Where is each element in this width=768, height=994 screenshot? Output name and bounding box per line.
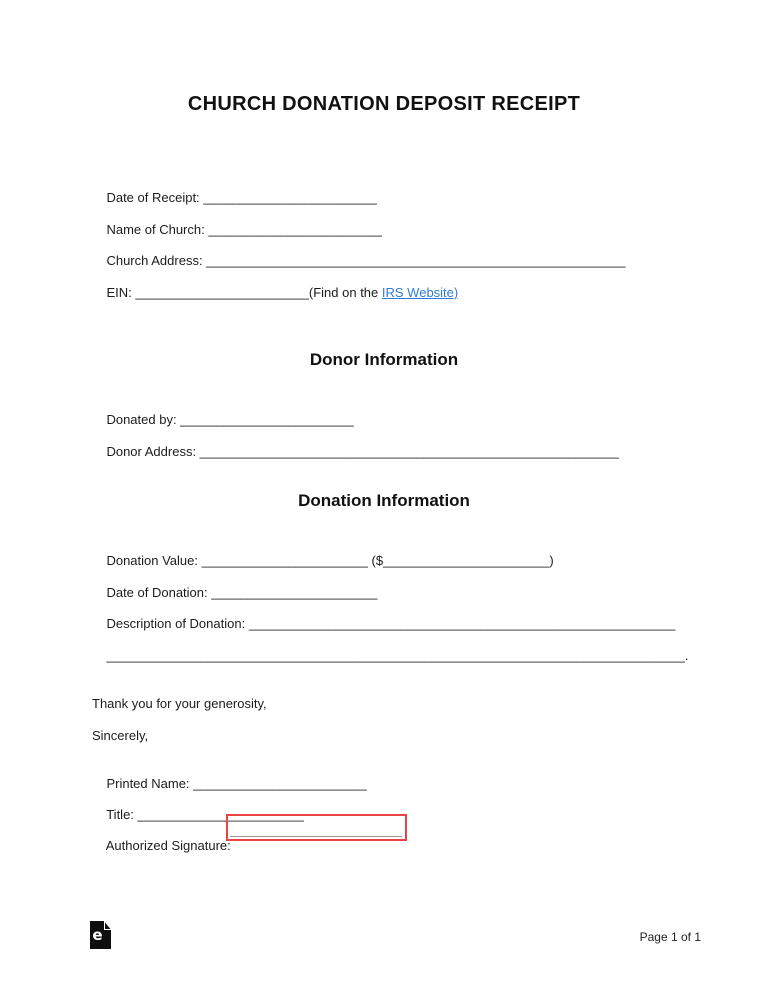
printed-name-blank-line: ________________________ (193, 776, 367, 791)
name-of-church-label: Name of Church: (106, 222, 209, 237)
donor-address-label: Donor Address: (106, 444, 200, 459)
field-row-ein (92, 269, 708, 317)
donation-value-numeric-prefix: ($ (367, 553, 384, 568)
title-field-blank-line: _______________________ (137, 807, 304, 822)
field-row-donor-address (92, 428, 708, 476)
page-indicator: Page 1 of 1 (639, 930, 701, 944)
eforms-logo[interactable] (90, 921, 111, 949)
eforms-logo-letter: e (92, 926, 103, 944)
donor-address-blank-line: __________________________________________________________ (199, 444, 620, 459)
irs-website-link[interactable]: IRS Website) (381, 285, 459, 300)
description-of-donation-label: Description of Donation: (106, 616, 249, 631)
description-of-donation-blank-line: ___________________________________________________________ (248, 616, 676, 631)
donated-by-blank-line: ________________________ (180, 412, 354, 427)
ein-note: (Find on the (308, 285, 382, 300)
donation-value-written-blank-line: _______________________ (201, 553, 368, 568)
ein-label: EIN: (106, 285, 136, 300)
page-title: CHURCH DONATION DEPOSIT RECEIPT (187, 93, 581, 115)
donor-information-heading: Donor Information (309, 350, 459, 369)
name-of-church-blank-line: ________________________ (208, 222, 382, 237)
date-of-receipt-label: Date of Receipt: (106, 190, 204, 205)
field-row-description-continuation (92, 632, 708, 680)
donation-information-heading: Donation Information (298, 491, 470, 510)
ein-blank-line: ________________________ (135, 285, 309, 300)
donation-value-label: Donation Value: (106, 553, 202, 568)
authorized-signature-label: Authorized Signature: (105, 838, 231, 853)
title-field-label: Title: (106, 807, 138, 822)
donation-value-numeric-suffix: ) (549, 553, 554, 568)
signature-line (230, 836, 402, 837)
donated-by-label: Donated by: (106, 412, 181, 427)
sincerely-text: Sincerely, (92, 728, 149, 743)
signature-field-box[interactable] (226, 814, 407, 841)
thank-you-text: Thank you for your generosity, (92, 696, 267, 711)
description-continuation-blank-line: ________________________________________________________________________________ (106, 648, 685, 663)
date-of-receipt-blank-line: ________________________ (203, 190, 377, 205)
printed-name-label: Printed Name: (106, 776, 194, 791)
donation-value-numeric-blank-line: _______________________ (383, 553, 550, 568)
church-address-blank-line: __________________________________________________________ (206, 253, 626, 268)
date-of-donation-label: Date of Donation: (106, 585, 212, 600)
description-terminator: . (684, 648, 689, 663)
church-address-label: Church Address: (106, 253, 207, 268)
date-of-donation-blank-line: _______________________ (211, 585, 378, 600)
